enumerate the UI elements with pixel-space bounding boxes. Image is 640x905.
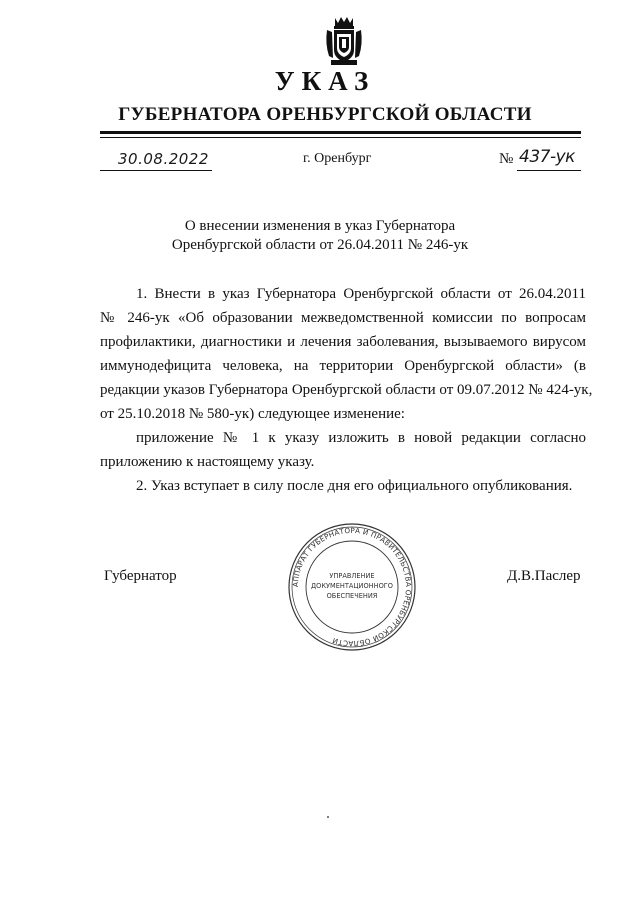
coat-of-arms-icon	[323, 14, 365, 68]
body-line: приложение № 1 к указу изложить в новой редакции согласно	[136, 430, 586, 446]
body-line: профилактики, диагностики и лечения заболевания, вызываемого вирусом	[100, 334, 586, 350]
header-rule-thin	[100, 137, 581, 138]
header-rule-thick	[100, 131, 581, 134]
body-line: от 25.10.2018 № 580-ук) следующее изменение:	[100, 406, 405, 422]
body-line: иммунодефицита человека, на территории Оренбургской области» (в	[100, 358, 586, 374]
signatory-name: Д.В.Паслер	[507, 568, 581, 584]
subject-line-1: О внесении изменения в указ Губернатора	[184, 218, 456, 234]
stamp-center-line: УПРАВЛЕНИЕ	[329, 572, 375, 580]
date-field	[100, 150, 212, 172]
number-handwritten: 437-ук	[519, 147, 575, 167]
date-handwritten: 30.08.2022	[118, 150, 209, 168]
body-line: приложению к настоящему указу.	[100, 454, 315, 470]
document-type-title: УКАЗ	[274, 66, 376, 96]
stamp-center-line: ОБЕСПЕЧЕНИЯ	[326, 592, 378, 600]
body-line: 2. Указ вступает в силу после дня его официального опубликования.	[136, 478, 573, 494]
signatory-position: Губернатор	[104, 568, 177, 584]
number-underline	[517, 170, 581, 171]
body-line: № 246-ук «Об образовании межведомственной комиссии по вопросам	[100, 310, 586, 326]
body-line: редакции указов Губернатора Оренбургской области от 09.07.2012 № 424-ук,	[100, 382, 593, 398]
body-line: 1. Внести в указ Губернатора Оренбургской области от 26.04.2011	[136, 286, 586, 302]
number-label: №	[499, 151, 514, 167]
city-label: г. Оренбург	[303, 151, 372, 166]
stamp-ring-text: АППАРАТ ГУБЕРНАТОРА И ПРАВИТЕЛЬСТВА ОРЕНБУРГСКОЙ ОБЛАСТИ	[290, 525, 414, 649]
scan-speck	[327, 816, 329, 818]
subject-line-2: Оренбургской области от 26.04.2011 № 246-ук	[171, 237, 469, 253]
issuer-title: ГУБЕРНАТОРА ОРЕНБУРГСКОЙ ОБЛАСТИ	[118, 104, 532, 125]
stamp-center-line: ДОКУМЕНТАЦИОННОГО	[311, 582, 393, 590]
date-underline	[100, 170, 212, 171]
official-stamp	[286, 521, 418, 653]
